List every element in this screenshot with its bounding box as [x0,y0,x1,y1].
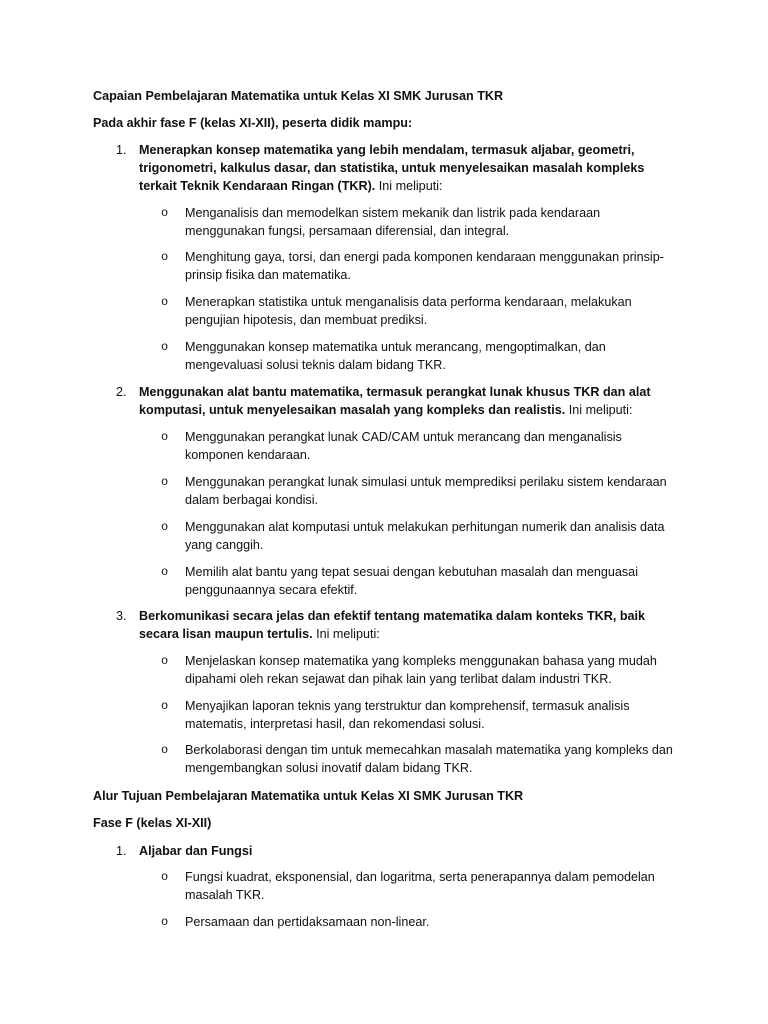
outcome-suffix: Ini meliputi: [565,403,633,417]
bullet-icon: o [161,870,169,884]
bullet-text: Menggunakan konsep matematika untuk merancang, mengoptimalkan, dan mengevaluasi solusi teknis dalam bidang TKR. [185,340,606,372]
bullet-icon: o [161,206,169,220]
bullet-text: Memilih alat bantu yang tepat sesuai dengan kebutuhan masalah dan menguasai penggunaannya secara efektif. [185,565,638,597]
outcome-text [139,607,684,643]
bullet-icon: o [161,565,169,579]
outcome-text [139,383,684,419]
bullet-icon: o [161,430,169,444]
bullet-icon: o [161,250,169,264]
outcome-text [139,141,684,195]
outcome-bold-text: Menggunakan alat bantu matematika, termasuk perangkat lunak khusus TKR dan alat komputasi, untuk menyelesaikan masalah yang kompleks dan realistis. [139,385,651,417]
bullet-icon: o [161,699,169,713]
bullet-icon: o [161,915,169,929]
bullet-icon: o [161,654,169,668]
outcome-suffix: Ini meliputi: [375,179,443,193]
bullet-icon: o [161,475,169,489]
outcome-suffix: Ini meliputi: [312,627,380,641]
intro-text: Pada akhir fase F (kelas XI-XII), peserta didik mampu: [93,116,413,130]
bullet-text: Menganalisis dan memodelkan sistem mekanik dan listrik pada kendaraan menggunakan fungsi, persamaan diferensial, dan integral. [185,206,601,238]
outcome-bold-text: Menerapkan konsep matematika yang lebih mendalam, termasuk aljabar, geometri, trigonometri, kalkulus dasar, dan statistika, untuk menyelesaikan masalah kompleks terkait Teknik Kendaraan Ringan (TKR). [139,143,645,193]
outcome-bold-text: Berkomunikasi secara jelas dan efektif tentang matematika dalam konteks TKR, baik secara lisan maupun tertulis. [139,609,646,641]
bullet-icon: o [161,743,169,757]
bullet-text: Menggunakan perangkat lunak CAD/CAM untuk merancang dan menganalisis komponen kendaraan. [185,430,622,462]
list-number: 1. [116,143,127,157]
bullet-icon: o [161,520,169,534]
list-number: 1. [116,844,127,858]
topic-title-text: Aljabar dan Fungsi [139,844,253,858]
bullet-text: Menggunakan alat komputasi untuk melakukan perhitungan numerik dan analisis data yang canggih. [185,520,665,552]
bullet-icon: o [161,340,169,354]
phase-title: Fase F (kelas XI-XII) [93,816,212,830]
bullet-text: Menjelaskan konsep matematika yang kompleks menggunakan bahasa yang mudah dipahami oleh rekan sejawat dan pihak lain yang terlibat dalam industri TKR. [185,654,657,686]
topic-title [139,842,684,860]
bullet-text: Menggunakan perangkat lunak simulasi untuk memprediksi perilaku sistem kendaraan dalam berbagai kondisi. [185,475,667,507]
bullet-text: Menerapkan statistika untuk menganalisis data performa kendaraan, melakukan pengujian hipotesis, dan membuat prediksi. [185,295,632,327]
section-title: Alur Tujuan Pembelajaran Matematika untuk Kelas XI SMK Jurusan TKR [93,789,524,803]
bullet-text: Persamaan dan pertidaksamaan non-linear. [185,915,430,929]
bullet-icon: o [161,295,169,309]
bullet-text: Menyajikan laporan teknis yang terstruktur dan komprehensif, termasuk analisis matematis, interpretasi hasil, dan rekomendasi solusi. [185,699,630,731]
bullet-text: Berkolaborasi dengan tim untuk memecahkan masalah matematika yang kompleks dan mengembangkan solusi inovatif dalam bidang TKR. [185,743,673,775]
list-number: 2. [116,385,127,399]
bullet-text: Fungsi kuadrat, eksponensial, dan logaritma, serta penerapannya dalam pemodelan masalah TKR. [185,870,655,902]
list-number: 3. [116,609,127,623]
bullet-text: Menghitung gaya, torsi, dan energi pada komponen kendaraan menggunakan prinsip-prinsip fisika dan matematika. [185,250,664,282]
document-title: Capaian Pembelajaran Matematika untuk Kelas XI SMK Jurusan TKR [93,89,504,103]
